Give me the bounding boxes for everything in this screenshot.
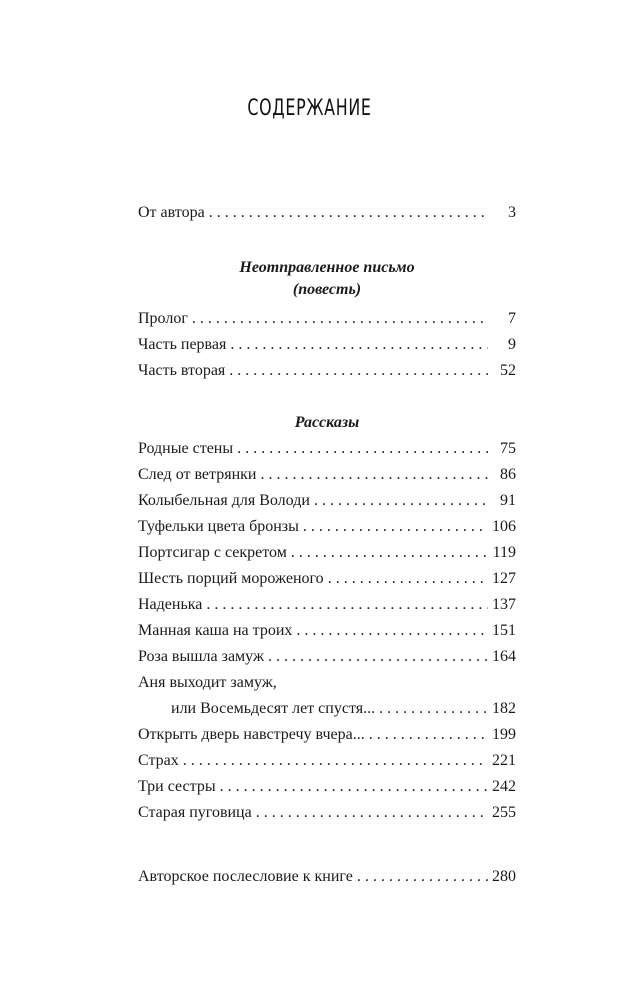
toc-entry-page: 119 [492, 544, 516, 561]
toc-leader-dots [314, 488, 488, 514]
toc-entry [138, 540, 516, 566]
toc-leader-dots [229, 358, 488, 384]
toc-entry-multiline-line2 [138, 696, 516, 722]
toc-entry [138, 566, 516, 592]
toc-entry-title: Старая пуговица [138, 804, 252, 821]
toc-entry-title: От автора [138, 204, 205, 221]
toc-entry-page: 86 [500, 466, 516, 483]
toc-entry-title: Страх [138, 752, 179, 769]
toc-leader-dots [379, 696, 488, 722]
toc-section1-list [138, 306, 516, 384]
toc-entry-page: 137 [492, 596, 516, 613]
toc-leader-dots [268, 644, 488, 670]
toc-entry-page: 221 [492, 752, 516, 769]
toc-entry-title: Родные стены [138, 440, 234, 457]
toc-entry [138, 618, 516, 644]
toc-section2-list [138, 436, 516, 826]
toc-entry [138, 358, 516, 384]
toc-entry [138, 488, 516, 514]
toc-leader-dots [296, 618, 488, 644]
toc-entry-page: 9 [508, 336, 516, 353]
toc-entry-intro [138, 200, 516, 226]
toc-leader-dots [220, 774, 488, 800]
toc-entry-title: Туфельки цвета бронзы [138, 518, 299, 535]
toc-entry-title: След от ветрянки [138, 466, 257, 483]
toc-entry-page: 3 [508, 204, 516, 221]
toc-entry-page: 106 [492, 518, 516, 535]
toc-entry [138, 774, 516, 800]
toc-entry [138, 514, 516, 540]
toc-leader-dots [237, 436, 488, 462]
toc-intro-block [138, 200, 516, 226]
toc-entry-page: 91 [500, 492, 516, 509]
toc-entry-title: Аня выходит замуж, [138, 674, 277, 691]
toc-entry-title: Портсигар с секретом [138, 544, 287, 561]
toc-entry [138, 592, 516, 618]
toc-entry-page: 7 [508, 310, 516, 327]
toc-entry [138, 436, 516, 462]
toc-entry [138, 722, 516, 748]
toc-entry-page: 280 [492, 868, 516, 885]
toc-entry-title: Манная каша на троих [138, 622, 293, 639]
toc-entry-title: Часть первая [138, 336, 227, 353]
section-heading-stories [138, 412, 516, 434]
toc-entry-title: Наденька [138, 596, 203, 613]
toc-leader-dots [357, 864, 488, 890]
toc-entry [138, 306, 516, 332]
toc-entry-page: 151 [492, 622, 516, 639]
toc-leader-dots [192, 306, 488, 332]
toc-leader-dots [209, 200, 488, 226]
section-heading-line2: (повесть) [292, 281, 362, 298]
section-heading-novella [138, 257, 516, 301]
toc-entry [138, 462, 516, 488]
toc-entry-title: Часть вторая [138, 362, 226, 379]
toc-leader-dots [291, 540, 488, 566]
toc-entry-title: Открыть дверь навстречу вчера... [138, 726, 365, 743]
toc-leader-dots [303, 514, 488, 540]
toc-entry-title: Колыбельная для Володи [138, 492, 310, 509]
toc-leader-dots [230, 332, 488, 358]
toc-leader-dots [256, 800, 488, 826]
toc-entry-page: 199 [492, 726, 516, 743]
section-heading-line1: Неотправленное письмо [239, 259, 415, 276]
toc-entry-page: 242 [492, 778, 516, 795]
toc-afterword-block [138, 864, 516, 890]
toc-entry-title: Пролог [138, 310, 188, 327]
toc-entry-page: 182 [492, 700, 516, 717]
toc-entry-page: 164 [492, 648, 516, 665]
toc-entry-afterword [138, 864, 516, 890]
toc-leader-dots [369, 722, 488, 748]
toc-leader-dots [260, 462, 488, 488]
section-heading-text: Рассказы [294, 414, 360, 431]
toc-entry-page: 255 [492, 804, 516, 821]
toc-leader-dots [183, 748, 488, 774]
toc-leader-dots [206, 592, 488, 618]
toc-entry-title: Авторское послесловие к книге [138, 868, 353, 885]
toc-entry-page: 127 [492, 570, 516, 587]
toc-entry-multiline-line1 [138, 670, 516, 696]
toc-entry-title: Роза вышла замуж [138, 648, 265, 665]
toc-entry-page: 75 [500, 440, 516, 457]
toc-entry [138, 644, 516, 670]
toc-entry [138, 748, 516, 774]
toc-entry-title: Шесть порций мороженого [138, 570, 324, 587]
toc-entry-page: 52 [500, 362, 516, 379]
toc-entry-title: Три сестры [138, 778, 216, 795]
toc-entry [138, 800, 516, 826]
toc-leader-dots [328, 566, 488, 592]
page-title: СОДЕРЖАНИЕ [247, 96, 372, 121]
toc-entry [138, 332, 516, 358]
toc-entry-title: или Восемьдесят лет спустя... [171, 700, 376, 717]
